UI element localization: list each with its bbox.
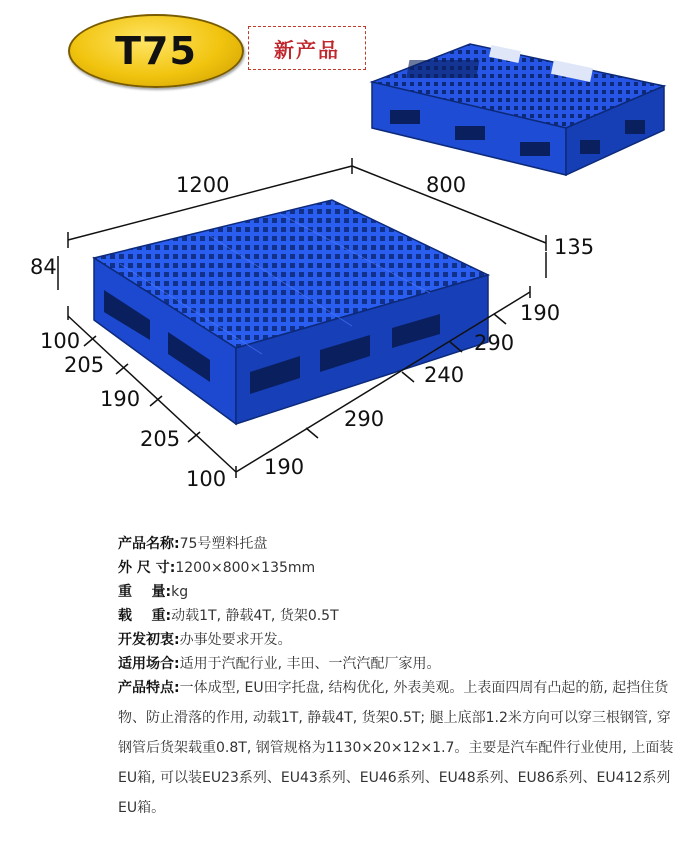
spec-purpose-value: 办事处要求开发。 [179, 632, 292, 648]
spec-purpose-row [118, 628, 678, 652]
dim-left-190: 190 [100, 387, 141, 411]
spec-size-row [118, 556, 678, 580]
spec-load-row [118, 604, 678, 628]
spec-usage-label: 适用场合: [118, 656, 180, 672]
dim-right-190-top: 190 [520, 301, 561, 325]
dim-left-205-top: 205 [64, 353, 105, 377]
spec-weight-value: kg [171, 584, 189, 600]
pallet-back-view [372, 44, 664, 175]
dim-left-205-bottom: 205 [140, 427, 181, 451]
model-name: T75 [115, 29, 197, 73]
dim-height-84: 84 [30, 255, 57, 279]
spec-weight-row [118, 580, 678, 604]
spec-usage-value: 适用于汽配行业, 丰田、一汽汽配厂家用。 [179, 656, 441, 672]
spec-name-label: 产品名称: [118, 536, 180, 552]
dim-width: 800 [426, 173, 467, 197]
spec-size-label: 外 尺 寸: [118, 560, 176, 576]
dim-right-290-top: 290 [474, 331, 515, 355]
spec-features-label: 产品特点: [118, 680, 180, 696]
dim-right-190-bottom: 190 [264, 455, 305, 479]
new-product-label: 新产品 [274, 37, 340, 62]
spec-features [118, 673, 678, 823]
dim-height-135: 135 [554, 235, 595, 259]
dim-left-100-top: 100 [40, 329, 81, 353]
dim-length: 1200 [176, 173, 230, 197]
dim-right-240: 240 [424, 363, 465, 387]
spec-features-value: 一体成型, EU田字托盘, 结构优化, 外表美观。上表面四周有凸起的筋, 起挡住货物、防止滑落的作用, 动载1T, 静载4T, 货架0.5T; 腿上底部1.2米方向可以穿三根钢管, 穿钢管后货架载重0.8T, 钢管规格为1130×20×12×1.7。主要是汽车配件行业使用, 上面装EU箱, 可以装EU23系列、EU43系列、EU46系列、EU48系列、EU86系列、EU412系列EU箱。 [118, 680, 674, 816]
dim-right-290-bottom: 290 [344, 407, 385, 431]
spec-load-value: 动载1T, 静载4T, 货架0.5T [171, 608, 339, 624]
spec-size-value: 1200×800×135mm [175, 560, 316, 576]
spec-purpose-label: 开发初衷: [118, 632, 180, 648]
spec-name-row [118, 532, 678, 556]
dim-left-100-bottom: 100 [186, 467, 227, 491]
spec-weight-label: 重 量: [118, 584, 172, 600]
spec-name-value: 75号塑料托盘 [179, 536, 268, 552]
spec-load-label: 载 重: [118, 608, 172, 624]
product-specs [118, 532, 678, 823]
pallet-front-view [94, 200, 488, 424]
